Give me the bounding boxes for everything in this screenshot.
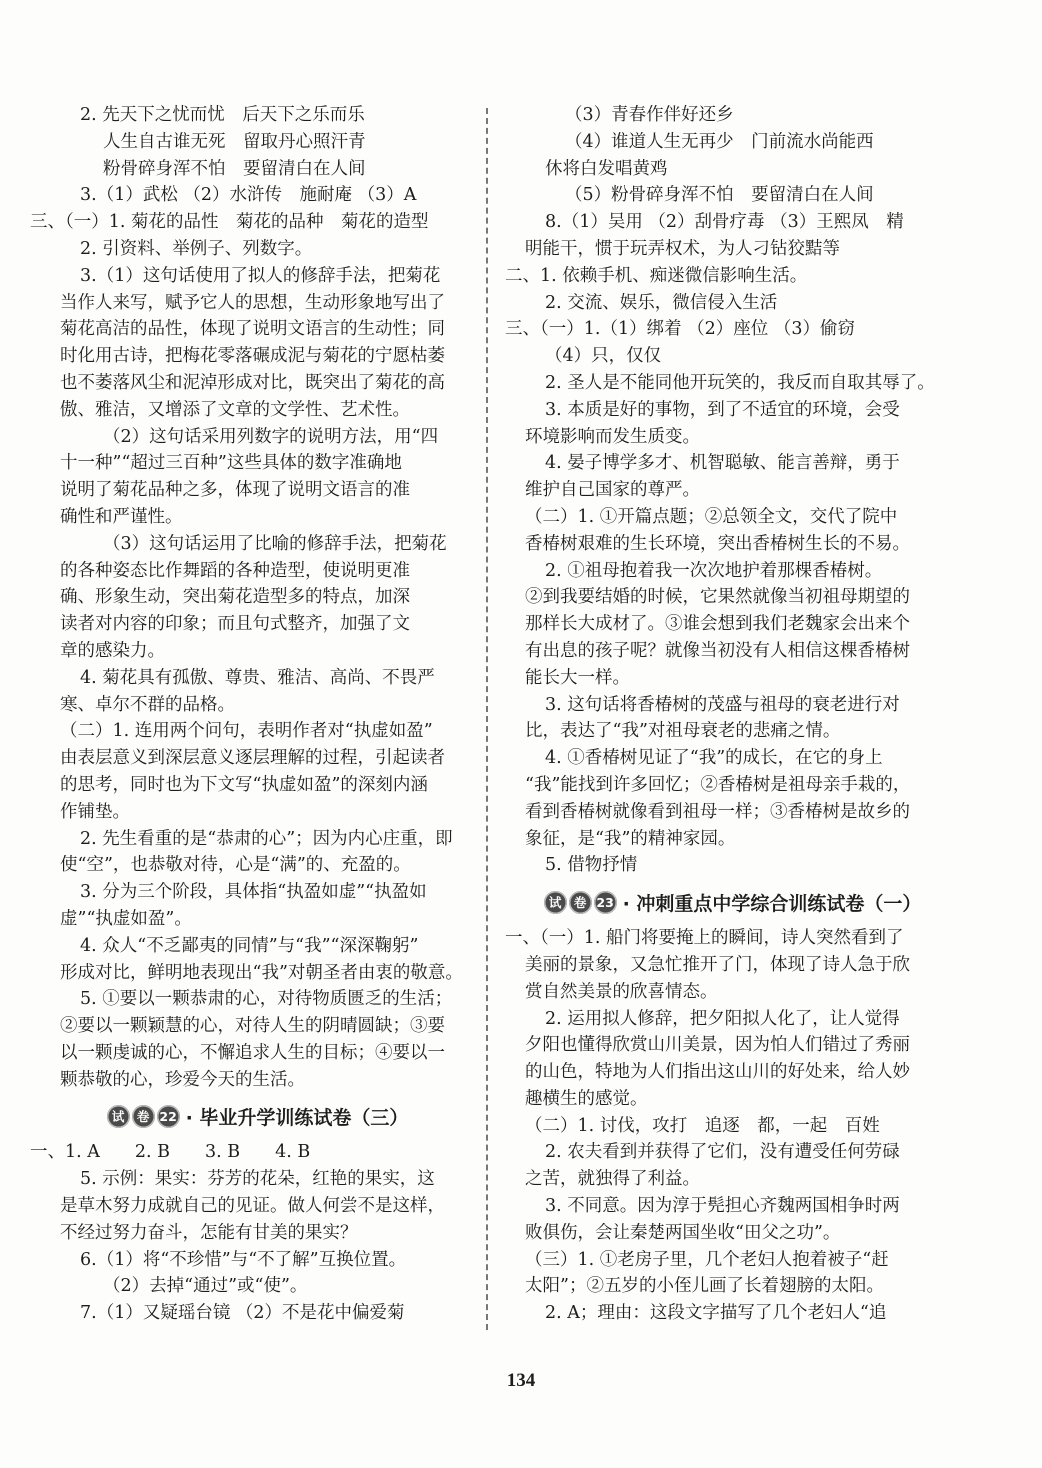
text-line: （2）去掉“通过”或“使”。 bbox=[103, 1276, 308, 1297]
text-line: 2. 先天下之忧而忧 后天下之乐而乐 bbox=[80, 105, 365, 125]
text-line: 2. A；理由：这段文字描写了几个老妇人“追 bbox=[545, 1303, 887, 1324]
text-line: 夕阳也懂得欣赏山川美景，因为怕人们错过了秀丽 bbox=[525, 1035, 910, 1056]
section-badge-char2: 卷 bbox=[132, 1105, 155, 1128]
section-title: · 毕业升学训练试卷（三） bbox=[185, 1106, 409, 1129]
text-line: “我”能找到许多回忆；②香椿树是祖母亲手栽的， bbox=[525, 774, 911, 795]
text-line: 2. 农夫看到并获得了它们，没有遭受任何劳碌 bbox=[545, 1142, 900, 1163]
text-line: 虚”“执虚如盈”。 bbox=[60, 908, 192, 929]
left-answer-block-2 bbox=[30, 1139, 485, 1327]
left-column bbox=[30, 102, 485, 1327]
text-line: 菊花高洁的品性，体现了说明文语言的生动性；同 bbox=[60, 319, 445, 340]
text-line: 不经过努力奋斗，怎能有甘美的果实？ bbox=[60, 1222, 358, 1243]
text-line: 2. 引资料、举例子、列数字。 bbox=[80, 238, 313, 259]
text-line: 一、（一）1. 船门将要掩上的瞬间，诗人突然看到了 bbox=[505, 928, 904, 949]
text-line: 2. 先生看重的是“恭肃的心”；因为内心庄重，即 bbox=[80, 828, 453, 849]
text-line: 3. 不同意。因为淳于髡担心齐魏两国相争时两 bbox=[545, 1196, 900, 1217]
text-line: （3）青春作伴好还乡 bbox=[565, 105, 734, 125]
text-line: 2. 运用拟人修辞，把夕阳拟人化了，让人觉得 bbox=[545, 1008, 900, 1029]
left-answer-block bbox=[30, 102, 485, 1093]
text-line: （2）这句话采用列数字的说明方法，用“四 bbox=[103, 426, 439, 447]
text-line: 维护自己国家的尊严。 bbox=[525, 480, 700, 501]
text-line: （4）谁道人生无再少 门前流水尚能西 bbox=[565, 131, 874, 152]
text-line: 2. 交流、娱乐，微信侵入生活 bbox=[545, 292, 778, 313]
text-line: 4. 菊花具有孤傲、尊贵、雅洁、高尚、不畏严 bbox=[80, 667, 435, 688]
text-line: 一、1. A 2. B 3. B 4. B bbox=[30, 1142, 311, 1163]
text-line: 确性和严谨性。 bbox=[60, 506, 183, 527]
text-line: 3.（1）武松 （2）水浒传 施耐庵 （3）A bbox=[80, 185, 417, 206]
text-line: 是草木努力成就自己的见证。做人何尝不是这样， bbox=[60, 1196, 445, 1217]
text-line: 趣横生的感觉。 bbox=[525, 1088, 648, 1109]
text-line: 那样长大成材了。③谁会想到我们老魏家会出来个 bbox=[525, 614, 910, 635]
text-line: （3）这句话运用了比喻的修辞手法，把菊花 bbox=[103, 533, 447, 554]
text-line: 4. ①香椿树见证了“我”的成长，在它的身上 bbox=[545, 748, 883, 769]
text-line: 比，表达了“我”对祖母衰老的悲痛之情。 bbox=[525, 721, 841, 742]
text-line: ②到我要结婚的时候，它果然就像当初祖母期望的 bbox=[525, 587, 910, 608]
section-badge-char1: 试 bbox=[544, 891, 567, 914]
text-line: 人生自古谁无死 留取丹心照汗青 bbox=[103, 131, 366, 152]
text-line: 当作人来写，赋予它人的思想，生动形象地写出了 bbox=[60, 292, 445, 313]
section-badge-number: 23 bbox=[594, 891, 617, 914]
text-line: 环境影响而发生质变。 bbox=[525, 426, 700, 447]
text-line: 休将白发唱黄鸡 bbox=[545, 158, 668, 179]
text-line: 三、（一）1.（1）绑着 （2）座位 （3）偷窃 bbox=[505, 319, 855, 340]
text-line: 4. 晏子博学多才、机智聪敏、能言善辩，勇于 bbox=[545, 453, 900, 474]
text-line: 以一颗虔诚的心，不懈追求人生的目标；④要以一 bbox=[60, 1042, 445, 1063]
text-line: 象征，是“我”的精神家园。 bbox=[525, 828, 736, 849]
text-line: 确、形象生动，突出菊花造型多的特点，加深 bbox=[60, 587, 410, 608]
text-line: 的思考，同时也为下文写“执虚如盈”的深刻内涵 bbox=[60, 774, 428, 795]
text-line: 傲、雅洁，又增添了文章的文学性、艺术性。 bbox=[60, 399, 410, 420]
text-line: 时化用古诗，把梅花零落碾成泥与菊花的宁愿枯萎 bbox=[60, 346, 445, 367]
text-line: （4）只，仅仅 bbox=[545, 346, 662, 367]
text-line: 寒、卓尔不群的品格。 bbox=[60, 694, 235, 715]
text-line: 三、（一）1. 菊花的品性 菊花的品种 菊花的造型 bbox=[30, 212, 429, 233]
text-line: 7.（1）又疑瑶台镜 （2）不是花中偏爱菊 bbox=[80, 1303, 405, 1324]
text-line: （5）粉骨碎身浑不怕 要留清白在人间 bbox=[565, 185, 874, 206]
text-line: 8.（1）吴用 （2）刮骨疗毒 （3）王熙凤 精 bbox=[545, 212, 904, 233]
right-answer-block bbox=[505, 102, 960, 879]
text-line: 能长大一样。 bbox=[525, 667, 630, 688]
column-divider bbox=[486, 108, 488, 1330]
text-line: 粉骨碎身浑不怕 要留清白在人间 bbox=[103, 158, 366, 179]
text-line: 颗恭敬的心，珍爱今天的生活。 bbox=[60, 1069, 305, 1090]
text-line: 败俱伤，会让秦楚两国坐收“田父之功”。 bbox=[525, 1222, 841, 1243]
text-line: 太阳”；②五岁的小侄儿画了长着翅膀的太阳。 bbox=[525, 1276, 884, 1297]
text-line: 美丽的景象，又急忙推开了门，体现了诗人急于欣 bbox=[525, 954, 910, 975]
text-line: 2. 圣人是不能同他开玩笑的，我反而自取其辱了。 bbox=[545, 372, 935, 393]
page-number: 134 bbox=[506, 1370, 536, 1391]
text-line: （二）1. ①开篇点题；②总领全文，交代了院中 bbox=[525, 506, 898, 527]
text-line: 读者对内容的印象；而且句式整齐，加强了文 bbox=[60, 614, 410, 635]
text-line: （三）1. ①老房子里，几个老妇人抱着被子“赶 bbox=[525, 1249, 889, 1270]
section-badge-char2: 卷 bbox=[569, 891, 592, 914]
text-line: 3. 分为三个阶段，具体指“执盈如虚”“执盈如 bbox=[80, 882, 427, 903]
text-line: 有出息的孩子呢？就像当初没有人相信这棵香椿树 bbox=[525, 640, 910, 661]
left-section-header bbox=[30, 1093, 485, 1139]
text-line: 十一种”“超过三百种”这些具体的数字准确地 bbox=[60, 453, 402, 474]
text-line: 3.（1）这句话使用了拟人的修辞手法，把菊花 bbox=[80, 265, 441, 286]
text-line: 明能干，惯于玩弄权术，为人刁钻狡黠等 bbox=[525, 238, 840, 259]
text-line: 也不萎落风尘和泥淖形成对比，既突出了菊花的高 bbox=[60, 372, 445, 393]
text-line: 香椿树艰难的生长环境，突出香椿树生长的不易。 bbox=[525, 533, 910, 554]
text-line: 说明了菊花品种之多，体现了说明文语言的准 bbox=[60, 480, 410, 501]
text-line: 形成对比，鲜明地表现出“我”对朝圣者由衷的敬意。 bbox=[60, 962, 463, 983]
text-line: 5. ①要以一颗恭肃的心，对待物质匮乏的生活； bbox=[80, 989, 453, 1010]
text-line: 章的感染力。 bbox=[60, 640, 165, 661]
right-answer-block-2 bbox=[505, 925, 960, 1327]
text-line: ②要以一颗颖慧的心，对待人生的阴晴圆缺；③要 bbox=[60, 1016, 445, 1037]
text-line: 看到香椿树就像看到祖母一样；③香椿树是故乡的 bbox=[525, 801, 910, 822]
text-line: 3. 本质是好的事物，到了不适宜的环境，会受 bbox=[545, 399, 900, 420]
section-badge-char1: 试 bbox=[107, 1105, 130, 1128]
text-line: 之苦，就独得了利益。 bbox=[525, 1169, 700, 1190]
text-line: 由表层意义到深层意义逐层理解的过程，引起读者 bbox=[60, 748, 445, 769]
text-line: 6.（1）将“不珍惜”与“不了解”互换位置。 bbox=[80, 1249, 407, 1270]
right-column bbox=[505, 102, 960, 1327]
text-line: 3. 这句话将香椿树的茂盛与祖母的衰老进行对 bbox=[545, 694, 900, 715]
section-title: · 冲刺重点中学综合训练试卷（一） bbox=[622, 892, 922, 915]
text-line: 4. 众人“不乏鄙夷的同情”与“我”“深深鞠躬” bbox=[80, 935, 419, 956]
text-line: 5. 借物抒情 bbox=[545, 855, 638, 876]
text-line: 的各种姿态比作舞蹈的各种造型，使说明更准 bbox=[60, 560, 410, 581]
text-line: 赏自然美景的欣喜情态。 bbox=[525, 981, 718, 1002]
text-line: 作铺垫。 bbox=[60, 801, 130, 822]
text-line: 的山色，特地为人们指出这山川的好处来，给人妙 bbox=[525, 1062, 910, 1083]
text-line: （二）1. 连用两个问句，表明作者对“执虚如盈” bbox=[60, 721, 433, 742]
text-line: 2. ①祖母抱着我一次次地护着那棵香椿树。 bbox=[545, 560, 883, 581]
section-badge-number: 22 bbox=[157, 1105, 180, 1128]
text-line: 使“空”，也恭敬对待，心是“满”的、充盈的。 bbox=[60, 855, 411, 876]
right-section-header bbox=[505, 879, 960, 925]
text-line: 二、1. 依赖手机、痴迷微信影响生活。 bbox=[505, 265, 808, 286]
text-line: 5. 示例：果实：芬芳的花朵，红艳的果实，这 bbox=[80, 1169, 435, 1190]
text-line: （二）1. 讨伐，攻打 追逐 都，一起 百姓 bbox=[525, 1115, 880, 1136]
